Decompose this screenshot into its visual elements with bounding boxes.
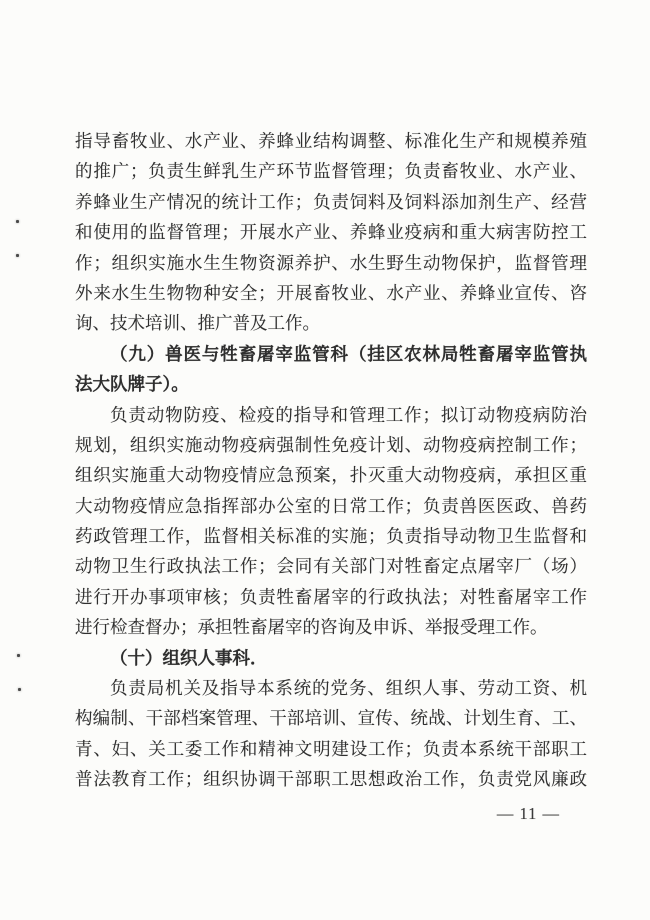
page-number: — 11 — [496, 804, 560, 823]
scan-artifact-dot [16, 254, 19, 257]
text-line: 和使用的监督管理；开展水产业、养蜂业疫病和重大病害防控工 [75, 222, 587, 243]
section-heading-line: （十）组织人事科． [110, 647, 268, 668]
document-body [75, 126, 587, 795]
text-line: 负责动物防疫、检疫的指导和管理工作；拟订动物疫病防治 [110, 404, 587, 425]
text-line: 作；组织实施水生生物资源养护、水生野生动物保护，监督管理 [75, 252, 587, 273]
text-line: 养蜂业生产情况的统计工作；负责饲料及饲料添加剂生产、经营 [75, 191, 587, 212]
text-line: 询、技术培训、推广普及工作。 [75, 313, 320, 334]
text-line: 规划，组织实施动物疫病强制性免疫计划、动物疫病控制工作； [75, 434, 587, 455]
text-line: 的推广；负责生鲜乳生产环节监督管理；负责畜牧业、水产业、 [75, 161, 587, 182]
text-line: 青、妇、关工委工作和精神文明建设工作；负责本系统干部职工 [75, 738, 587, 759]
text-line: 普法教育工作；组织协调干部职工思想政治工作，负责党风廉政 [75, 769, 587, 790]
text-line: 动物卫生行政执法工作；会同有关部门对牲畜定点屠宰厂（场） [75, 556, 587, 577]
text-line: 大动物疫情应急指挥部办公室的日常工作；负责兽医医政、兽药 [75, 495, 587, 516]
section-heading-line: 法大队牌子）。 [75, 374, 189, 395]
section-heading-line: （九）兽医与牲畜屠宰监管科（挂区农林局牲畜屠宰监管执 [110, 343, 587, 364]
text-line: 组织实施重大动物疫情应急预案，扑灭重大动物疫病，承担区重 [75, 465, 587, 486]
text-line: 外来水生生物物种安全；开展畜牧业、水产业、养蜂业宣传、咨 [75, 282, 587, 303]
text-line: 药政管理工作，监督相关标准的实施；负责指导动物卫生监督和 [75, 526, 587, 547]
scan-artifact-dot [16, 220, 19, 223]
text-line: 负责局机关及指导本系统的党务、组织人事、劳动工资、机 [110, 678, 587, 699]
text-line: 进行检查督办；承担牲畜屠宰的咨询及申诉、举报受理工作。 [75, 617, 548, 638]
scan-artifact-dot [17, 654, 20, 657]
scan-artifact-dot [18, 688, 21, 691]
text-line: 构编制、干部档案管理、干部培训、宣传、统战、计划生育、工、 [75, 708, 587, 729]
text-line: 指导畜牧业、水产业、养蜂业结构调整、标准化生产和规模养殖 [75, 131, 587, 151]
text-line: 进行开办事项审核；负责牲畜屠宰的行政执法；对牲畜屠宰工作 [75, 586, 587, 607]
